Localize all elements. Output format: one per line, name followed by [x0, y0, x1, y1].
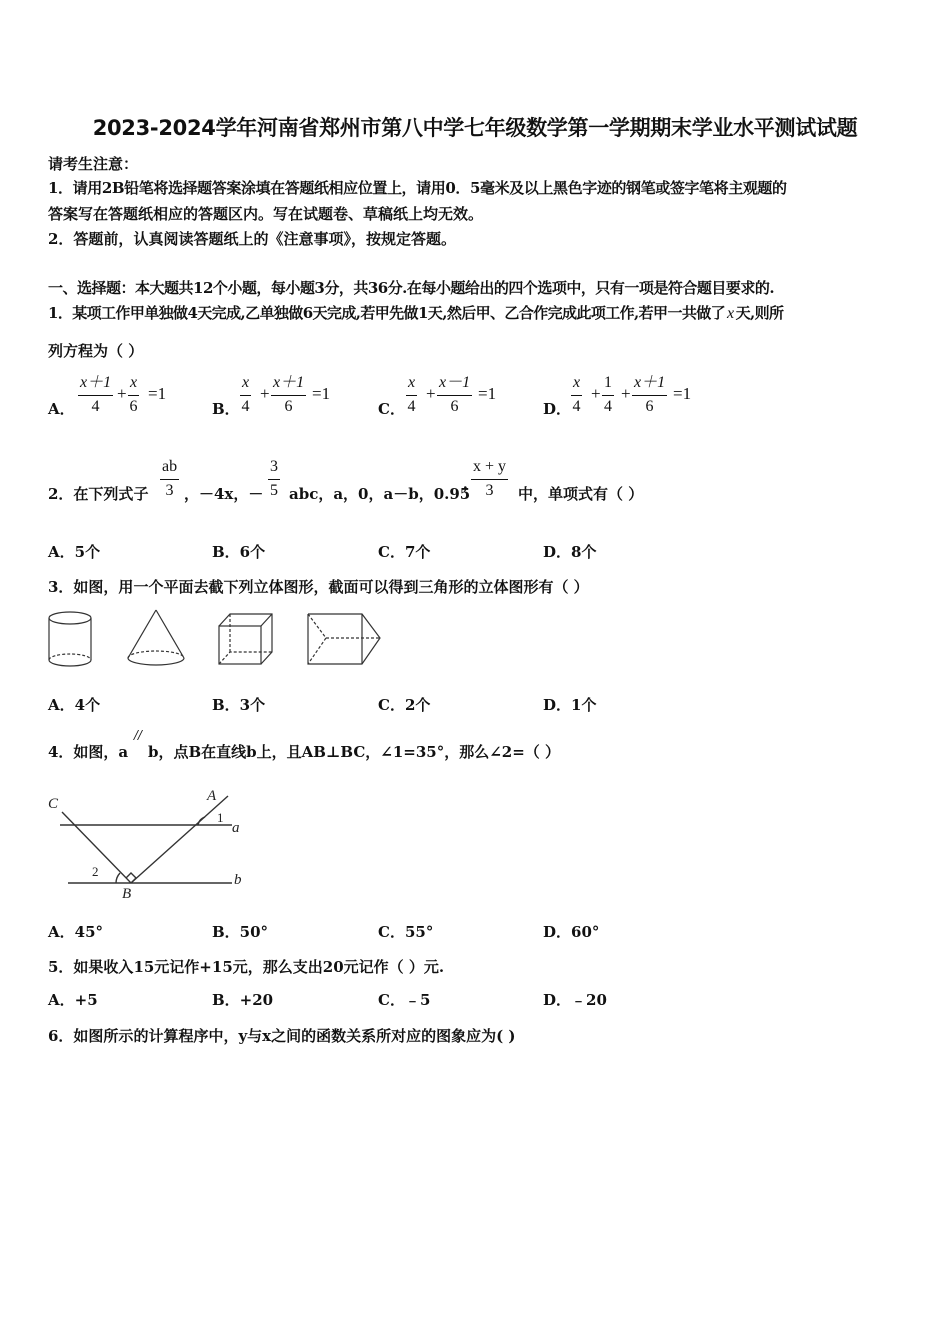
- q2-f2-den: 5: [270, 482, 278, 499]
- q1-a-equals: =1: [148, 384, 167, 403]
- q2-f3-num: x + y: [473, 458, 507, 475]
- q2-middle-2: abc，a，0，a－b，0.95: [289, 485, 471, 503]
- q1-b-den-2: 6: [284, 398, 293, 415]
- notice-item-1-line-2: 答案写在答题纸相应的答题区内。写在试题卷、草稿纸上均无效。: [48, 205, 484, 223]
- label-c: C: [48, 796, 59, 812]
- q2-f1-den: 3: [165, 482, 174, 499]
- q1-a-den-2: 6: [129, 398, 138, 415]
- q3-option-d[interactable]: D．1个: [543, 696, 597, 714]
- q1-d-plus-1: +: [591, 384, 601, 403]
- label-line-a: a: [232, 820, 240, 836]
- angle-2-arc: [116, 873, 120, 883]
- q2-f1-num: ab: [162, 458, 178, 475]
- label-angle-1: 1: [217, 810, 224, 825]
- q1-d-num-3: x＋1: [634, 374, 666, 391]
- q3-option-b[interactable]: B．3个: [212, 696, 266, 714]
- section-heading: 一、选择题：本大题共12个小题，每小题3分，共36分.在每小题给出的四个选项中，只有一项是符合题目要求的.: [48, 279, 775, 297]
- label-point-b: B: [122, 886, 132, 902]
- q1-option-d-label[interactable]: D．: [543, 400, 572, 418]
- q3-option-c[interactable]: C．2个: [378, 696, 431, 714]
- q2-option-a[interactable]: A．5个: [48, 543, 101, 561]
- line-ba: [131, 796, 228, 883]
- q2-option-d[interactable]: D．8个: [543, 543, 597, 561]
- q1-c-den-2: 6: [450, 398, 459, 415]
- q1-text-part-b: 天,则所: [735, 304, 784, 322]
- q1-option-b-label[interactable]: B．: [212, 400, 240, 418]
- label-a-point: A: [207, 788, 217, 804]
- q4-parallel-symbol: //: [134, 728, 143, 742]
- q1-option-c-label[interactable]: C．: [378, 400, 405, 418]
- q2-comma: ，: [463, 474, 479, 492]
- q5-option-a[interactable]: A．+5: [48, 991, 98, 1009]
- q2-middle-1: ，－4x，－: [184, 485, 264, 503]
- q2-prefix: 2．在下列式子: [48, 485, 149, 503]
- q5-option-d[interactable]: D．﹣20: [543, 991, 607, 1009]
- q1-b-num-2: x＋1: [273, 374, 305, 391]
- q3-text: 3．如图，用一个平面去截下列立体图形，截面可以得到三角形的立体图形有（ ）: [48, 578, 589, 596]
- right-angle-mark: [126, 873, 136, 883]
- q1-c-equals: =1: [478, 384, 497, 403]
- q5-option-b[interactable]: B．+20: [212, 991, 274, 1009]
- q2-option-b[interactable]: B．6个: [212, 543, 266, 561]
- q2-suffix: 中，单项式有（ ）: [518, 485, 644, 503]
- q1-b-den-1: 4: [241, 398, 250, 415]
- q4-text-part-b: b，点B在直线b上，且AB⊥BC，∠1=35°，那么∠2=（ ）: [148, 743, 561, 761]
- q1-d-den-1: 4: [572, 398, 581, 415]
- page-title: 2023-2024学年河南省郑州市第八中学七年级数学第一学期期末学业水平测试试题: [92, 116, 858, 140]
- q1-d-num-1: x: [573, 374, 581, 391]
- q1-a-plus: +: [117, 384, 127, 403]
- notice-heading: 请考生注意：: [48, 155, 139, 173]
- label-angle-2: 2: [92, 864, 99, 879]
- q2-option-c[interactable]: C．7个: [378, 543, 431, 561]
- q4-option-b[interactable]: B．50°: [212, 923, 269, 941]
- q1-b-num-1: x: [242, 374, 250, 391]
- q1-variable: x: [727, 305, 734, 322]
- q4-option-c[interactable]: C．55°: [378, 923, 434, 941]
- q1-d-den-3: 6: [645, 398, 654, 415]
- q4-text-part-a: 4．如图，a: [48, 743, 129, 761]
- q4-option-d[interactable]: D．60°: [543, 923, 600, 941]
- q1-a-num-1: x＋1: [80, 374, 112, 391]
- q1-b-equals: =1: [312, 384, 331, 403]
- q1-d-den-2: 4: [604, 398, 612, 415]
- q1-c-plus: +: [426, 384, 436, 403]
- q1-c-num-2: x－1: [439, 374, 471, 391]
- q5-text: 5．如果收入15元记作+15元，那么支出20元记作（ ）元.: [48, 958, 445, 976]
- q1-d-plus-2: +: [621, 384, 631, 403]
- q3-option-a[interactable]: A．4个: [48, 696, 101, 714]
- q1-text-line-2: 列方程为（ ）: [48, 342, 144, 360]
- label-line-b: b: [234, 872, 242, 888]
- q6-text: 6．如图所示的计算程序中，y与x之间的函数关系所对应的图象应为( ): [48, 1027, 516, 1045]
- q1-d-equals: =1: [673, 384, 692, 403]
- q2-f2-num: 3: [270, 458, 278, 475]
- q1-a-num-2: x: [130, 374, 138, 391]
- notice-item-2: 2．答题前，认真阅读答题纸上的《注意事项》，按规定答题。: [48, 230, 456, 248]
- q1-b-plus: +: [260, 384, 270, 403]
- q1-a-den-1: 4: [91, 398, 100, 415]
- q1-c-num-1: x: [408, 374, 416, 391]
- q1-c-den-1: 4: [407, 398, 416, 415]
- q2-f3-den: 3: [485, 482, 494, 499]
- q1-option-a-label[interactable]: A．: [48, 400, 75, 418]
- q4-option-a[interactable]: A．45°: [48, 923, 104, 941]
- notice-item-1-line-1: 1．请用2B铅笔将选择题答案涂填在答题纸相应位置上，请用0．5毫米及以上黑色字迹的钢笔或签字笔将主观题的: [48, 179, 787, 197]
- q5-option-c[interactable]: C．﹣5: [378, 991, 431, 1009]
- q1-d-num-2: 1: [604, 374, 612, 391]
- q1-text-part-a: 1．某项工作甲单独做4天完成,乙单独做6天完成,若甲先做1天,然后甲、乙合作完成此项工作,若甲一共做了: [48, 304, 726, 322]
